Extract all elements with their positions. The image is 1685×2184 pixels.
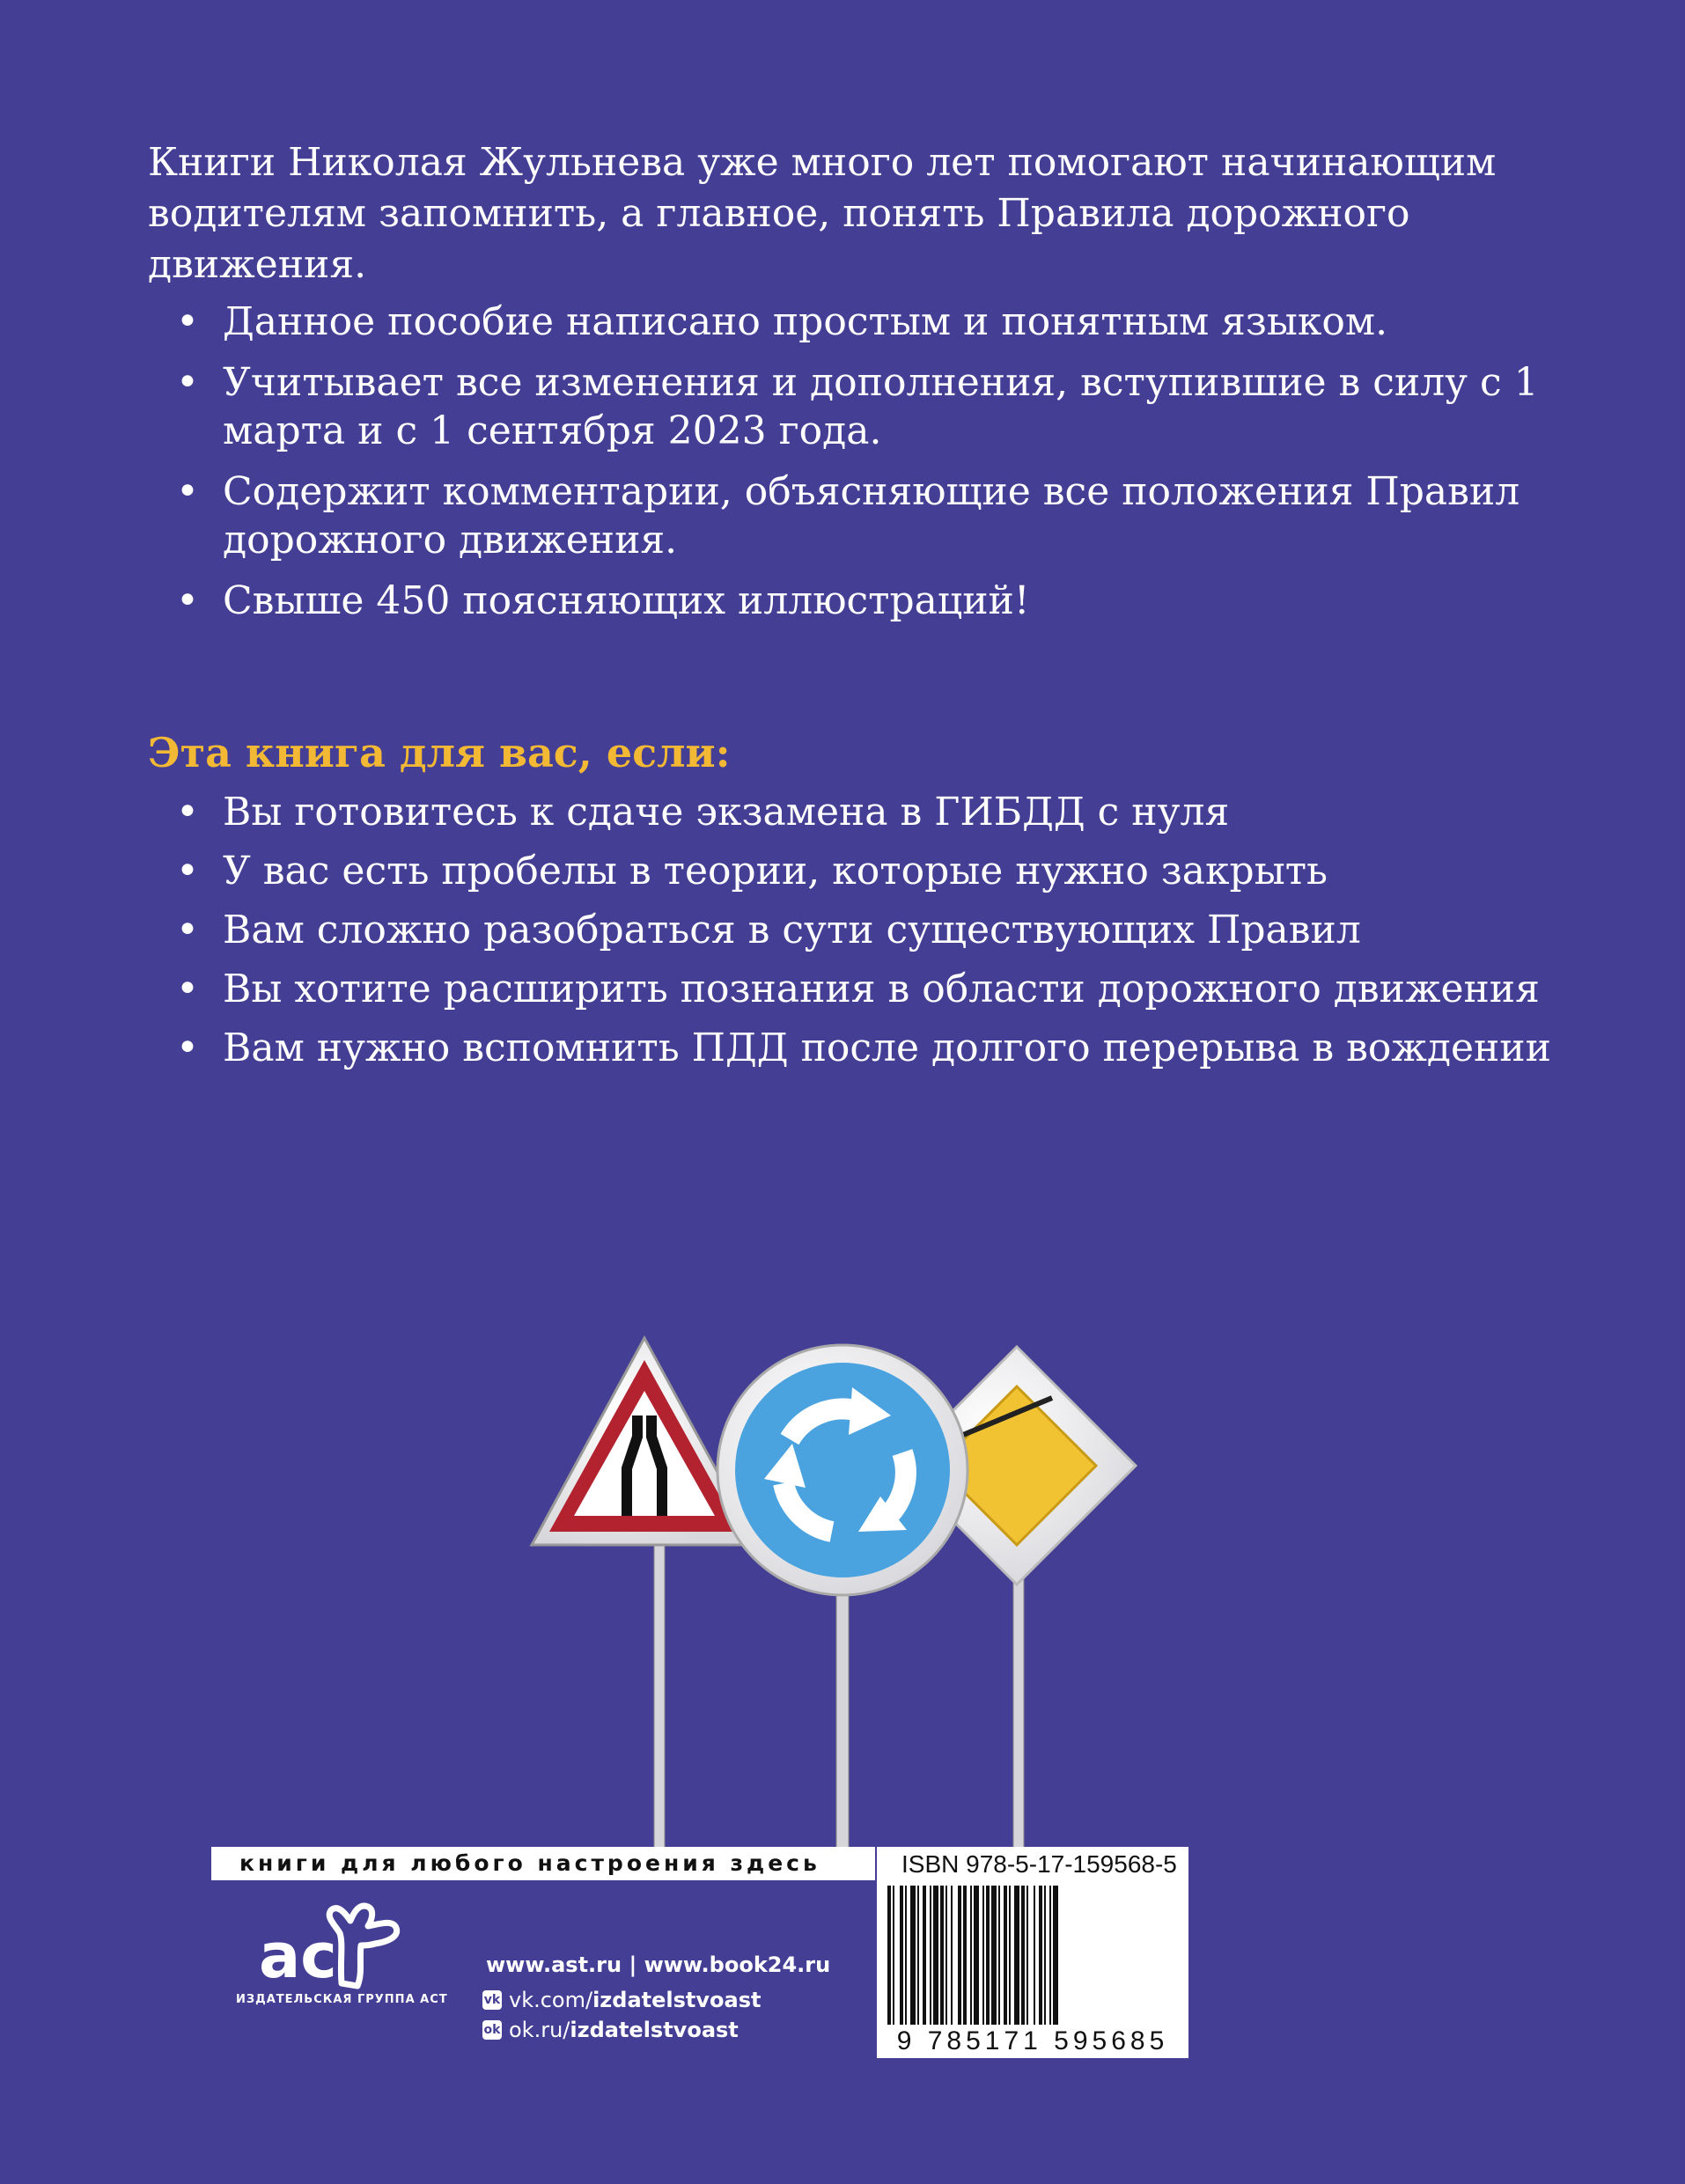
barcode-bar	[963, 1886, 967, 2025]
intro-paragraph: Книги Николая Жульнева уже много лет помогают начинающим водителям запомнить, а главное, понять Правила дорожного движения.	[148, 140, 1497, 287]
feature-text: Данное пособие написано простым и понятным языком.	[223, 299, 1388, 344]
tagline-banner: книги для любого настроения здесь	[211, 1847, 875, 1880]
ast-logo	[255, 1900, 423, 1996]
feature-text: Учитывает все изменения и дополнения, вступившие в силу с 1 марта и с 1 сентября 2023 года.	[223, 360, 1539, 453]
barcode-bar	[1053, 1886, 1058, 2025]
audience-heading: Эта книга для вас, если:	[148, 729, 731, 776]
list-item	[0, 965, 1685, 1013]
features-list	[0, 298, 1685, 637]
audience-text: Вам сложно разобраться в сути существующих Правил	[223, 908, 1361, 952]
barcode-bar	[893, 1886, 894, 2025]
barcode-bar	[998, 1886, 1000, 2025]
barcode-bar	[970, 1886, 972, 2025]
ok-link[interactable]	[482, 2018, 739, 2042]
list-item	[0, 577, 1685, 625]
barcode-bar	[991, 1886, 997, 2025]
websites-link[interactable]: www.ast.ru | www.book24.ru	[486, 1952, 831, 1977]
road-signs-illustration	[528, 1320, 1162, 1866]
bullet-icon: •	[176, 360, 199, 405]
list-item	[0, 847, 1685, 895]
audience-text: Вы хотите расширить познания в области дорожного движения	[223, 967, 1540, 1011]
audience-text: У вас есть пробелы в теории, которые нужно закрыть	[223, 849, 1328, 893]
ok-prefix: ok.ru/	[509, 2018, 570, 2042]
barcode-bar	[974, 1886, 979, 2025]
barcode-bar	[905, 1886, 907, 2025]
bullet-icon: •	[176, 849, 199, 893]
barcode-bar	[930, 1886, 931, 2025]
barcode-bar	[951, 1886, 953, 2025]
barcode-bar	[1009, 1886, 1011, 2025]
vk-link[interactable]	[482, 1988, 761, 2012]
barcode-bar	[910, 1886, 916, 2025]
bullet-icon: •	[176, 469, 199, 514]
barcode-bar	[1039, 1886, 1042, 2025]
roundabout-sign	[717, 1345, 968, 1595]
barcode-bar	[933, 1886, 938, 2025]
barcode-bar	[940, 1886, 944, 2025]
ok-handle: izdatelstvoast	[570, 2018, 739, 2042]
bullet-icon: •	[176, 578, 199, 623]
list-item	[0, 358, 1685, 455]
list-item	[0, 1024, 1685, 1072]
barcode-bar	[958, 1886, 961, 2025]
barcode-bar	[946, 1886, 947, 2025]
vk-icon: vk	[482, 1990, 502, 2010]
bullet-icon: •	[176, 967, 199, 1011]
feature-text: Свыше 450 поясняющих иллюстраций!	[223, 578, 1030, 623]
isbn-barcode	[877, 1847, 1188, 2058]
bullet-icon: •	[176, 790, 199, 835]
barcode-bar	[887, 1886, 891, 2025]
barcode-bar	[1044, 1886, 1046, 2025]
publisher-caption: ИЗДАТЕЛЬСКАЯ ГРУППА АСТ	[236, 1993, 448, 2006]
bullet-icon: •	[176, 1026, 199, 1070]
bullet-icon: •	[176, 299, 199, 344]
barcode-bar	[1026, 1886, 1028, 2025]
isbn-text: ISBN 978-5-17-159568-5	[901, 1850, 1177, 1878]
barcode-bar	[923, 1886, 926, 2025]
vk-handle: izdatelstvoast	[592, 1988, 762, 2012]
audience-list	[0, 788, 1685, 1083]
list-item	[0, 788, 1685, 836]
bullet-icon: •	[176, 908, 199, 952]
barcode-bar	[917, 1886, 919, 2025]
barcode-bar	[1021, 1886, 1025, 2025]
barcode-digits: 9 785171 595685	[896, 2026, 1169, 2055]
barcode-bar	[1034, 1886, 1035, 2025]
barcode-bar	[982, 1886, 984, 2025]
svg-text:ac: ac	[259, 1920, 337, 1992]
audience-text: Вам нужно вспомнить ПДД после долгого перерыва в вождении	[223, 1026, 1551, 1070]
vk-prefix: vk.com/	[509, 1988, 593, 2012]
feature-text: Содержит комментарии, объясняющие все положения Правил дорожного движения.	[223, 469, 1520, 563]
barcode-bars	[884, 1886, 1181, 2026]
list-item	[0, 467, 1685, 564]
audience-text: Вы готовитесь к сдаче экзамена в ГИБДД с нуля	[223, 790, 1230, 835]
list-item	[0, 298, 1685, 346]
barcode-bar	[1004, 1886, 1007, 2025]
barcode-bar	[986, 1886, 990, 2025]
barcode-bar	[1049, 1886, 1051, 2025]
ok-icon: ok	[482, 2020, 502, 2040]
barcode-bar	[1014, 1886, 1019, 2025]
list-item	[0, 906, 1685, 954]
barcode-bar	[900, 1886, 903, 2025]
